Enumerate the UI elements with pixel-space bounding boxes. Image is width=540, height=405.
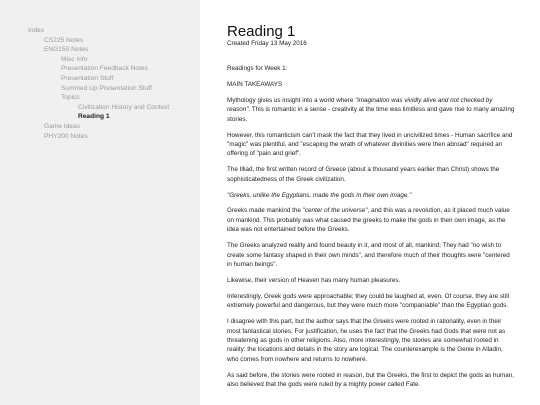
page-title: Reading 1 <box>227 24 296 40</box>
created-date: Created Friday 13 May 2016 <box>227 40 307 47</box>
paragraph <box>227 64 515 73</box>
text-span: . This is romantic in a sense - creativity at the time was limitless and gave rise to many amazing stories. <box>227 106 515 123</box>
sidebar-item-topics[interactable]: Topics <box>61 94 80 102</box>
paragraph <box>227 292 515 311</box>
sidebar-item-misc-info[interactable]: Misc Info <box>61 55 88 63</box>
text-span: Greeks made mankind the <box>227 207 303 215</box>
paragraph <box>227 96 515 124</box>
quote-text: "center of the universe" <box>302 207 368 215</box>
text-span: Mythology gives us insight into a world where <box>227 96 356 104</box>
text-span: Interestingly, Greek gods were approachable; they could be laughed at, even. Of course, they are still extremely powerful and dangerous, but they were much more "companiable" than the Egyptian gods. <box>227 292 510 310</box>
quote-text: "imagination was vividly alive and not checked by reason" <box>227 96 493 114</box>
paragraph <box>227 165 515 184</box>
sidebar-item-civilization-history-and-context[interactable]: Civilization History and Context <box>78 103 170 111</box>
sidebar-item-game-ideas[interactable]: Game Ideas <box>44 122 80 130</box>
paragraph <box>227 241 515 269</box>
sidebar-item-eng150-notes[interactable]: ENG150 Notes <box>44 46 89 54</box>
sidebar-item-presentation-feedback-notes[interactable]: Presentation Feedback Notes <box>61 65 148 73</box>
quote-text: "Greeks, unlike the Egyptians, made the gods in their own image." <box>227 191 412 199</box>
sidebar-item-index[interactable]: Index <box>28 27 45 34</box>
paragraph <box>227 131 515 159</box>
text-span: I disagree with this part, but the author says that the Greeks were rooted in rationality, even in their most fantastical stories. For justification, he uses the fact that the Greeks had Gods that were not as threatening as gods in other religions. Also, more interestingly, the stories are somewhat rooted in reality: the locations and details in the story are logical. The counterexample is the Genie in Alladin, who comes from nowhere and returns to nowhere. <box>227 318 506 363</box>
paragraph <box>227 191 515 200</box>
page-body <box>227 64 515 389</box>
sidebar-nav <box>0 0 200 405</box>
text-span: , and this was a revolution, as it placed much value on mankind. This probably was what caused the greeks to make the gods in their own image, as the idea was not entertained before the Greeks. <box>227 207 510 234</box>
text-span: As said before, the stories were rooted in reason, but the Greeks, the first to depict the gods as human, also believed that the gods were ruled by a mighty power called Fate. <box>227 371 515 389</box>
sidebar-item-cs225-notes[interactable]: CS225 Notes <box>44 36 84 44</box>
sidebar-item-summed-up-presentation-stuff[interactable]: Summed Up Presentation Stuff <box>61 84 152 92</box>
paragraph <box>227 206 515 234</box>
paragraph <box>227 80 515 89</box>
sidebar-item-reading-1[interactable]: Reading 1 <box>78 113 110 121</box>
paragraph <box>227 317 515 364</box>
text-span: Likewise, their version of Heaven has many human pleasures. <box>227 276 401 284</box>
text-span: However, this romanticism can't mask the fact that they lived in uncivilized times - Human sacrifice and "magic" was plentiful, and "escaping the wrath of whatever divinities were then abroad" required an offering of "pain and grief". <box>227 131 513 158</box>
paragraph <box>227 276 515 285</box>
text-span: The Greeks analyzed reality and found beauty in it, and most of all, mankind; They had "no wish to create some fantasy shaped in their own minds", and therefore much of their thoughts were "centered in human beings". <box>227 242 510 268</box>
page-content <box>227 24 515 405</box>
paragraph <box>227 371 515 390</box>
text-span: The Illiad, the first written record of Greece (about a thousand years earlier than Christ) shows the sophisticatedness of the Greek civilization. <box>227 166 500 183</box>
text-span: Readings for Week 1: <box>227 65 288 72</box>
sidebar-item-phy200-notes[interactable]: PHY200 Notes <box>44 132 88 140</box>
sidebar-item-presentation-stuff[interactable]: Presentation Stuff <box>61 74 114 82</box>
text-span: MAIN TAKEAWAYS <box>227 80 283 88</box>
